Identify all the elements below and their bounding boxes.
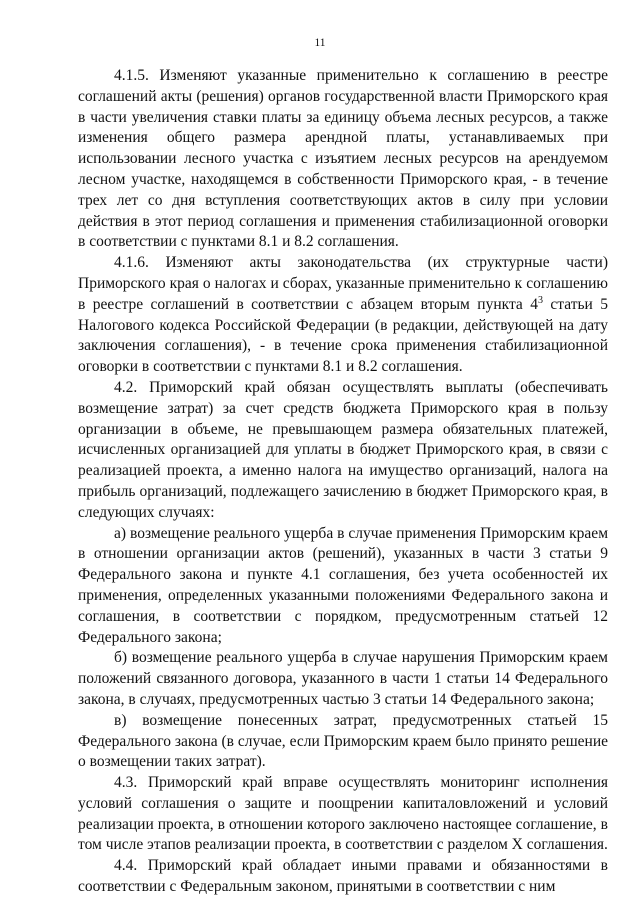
paragraph-4-3: 4.3. Приморский край вправе осуществлять мониторинг исполнения условий соглашения о защите и поощрении капиталовложений и условий реализации проекта, в отношении которого заключено настоящее соглашение, в том числе этапов реализации проекта, в соответствии с разделом X соглашения. — [78, 774, 608, 854]
superscript-index: 3 — [537, 294, 543, 306]
paragraph-4-2-a: а) возмещение реального ущерба в случае применения Приморским краем в отношении организации актов (решений), указанных в части 3 статьи 9 Федерального закона и пункте 4.1 соглашения, без учета особенностей их применения, определенных указанными положениями Федерального закона и соглашения, в соответствии с порядком, предусмотренным статьей 12 Федерального закона; — [78, 524, 608, 646]
paragraph-4-1-6 — [78, 253, 608, 378]
paragraph-4-2-b: б) возмещение реального ущерба в случае нарушения Приморским краем положений связанного договора, указанного в части 1 статьи 14 Федерального закона, в случаях, предусмотренных частью 3 статьи 14 Федерального закона; — [78, 649, 608, 708]
paragraph-4-1-6-text-start: 4.1.6. Изменяют акты законодательства (их структурные части) Приморского края о налогах и сборах, указанные применительно к соглашению в реестре соглашений в соответствии с абзацем вторым пункта 4 — [78, 254, 608, 313]
paragraph-4-2: 4.2. Приморский край обязан осуществлять выплаты (обеспечивать возмещение затрат) за счет средств бюджета Приморского края в пользу организации в объеме, не превышающем размера обязательных платежей, исчисленных организацией для уплаты в бюджет Приморского края, в связи с реализацией проекта, а именно налога на имущество организаций, налога на прибыль организаций, подлежащего зачислению в бюджет Приморского края, в следующих случаях: — [78, 378, 608, 521]
document-body — [78, 66, 608, 898]
page-number: 11 — [314, 37, 326, 49]
paragraph-4-1-5: 4.1.5. Изменяют указанные применительно к соглашению в реестре соглашений акты (решения) органов государственной власти Приморского края в части увеличения ставки платы за единицу объема лесных ресурсов, а также изменения общего размера арендной платы, устанавливаемых при использовании лесного участка с изъятием лесных ресурсов на арендуемом лесном участке, находящемся в собственности Приморского края, - в течение трех лет со дня вступления соответствующих актов в силу при условии действия в этот период соглашения и применения стабилизационной оговорки в соответствии с пунктами 8.1 и 8.2 соглашения. — [78, 67, 608, 251]
paragraph-4-2-v: в) возмещение понесенных затрат, предусмотренных статьей 15 Федерального закона (в случае, если Приморским краем было принято решение о возмещении таких затрат). — [78, 711, 608, 771]
paragraph-4-1-6-text-end: статьи 5 Налогового кодекса Российской Федерации (в редакции, действующей на дату заключения соглашения), - в течение срока применения стабилизационной оговорки в соответствии с пунктами 8.1 и 8.2 соглашения. — [78, 295, 608, 376]
paragraph-4-4: 4.4. Приморский край обладает иными правами и обязанностями в соответствии с Федеральным законом, принятыми в соответствии с ним — [78, 857, 608, 896]
